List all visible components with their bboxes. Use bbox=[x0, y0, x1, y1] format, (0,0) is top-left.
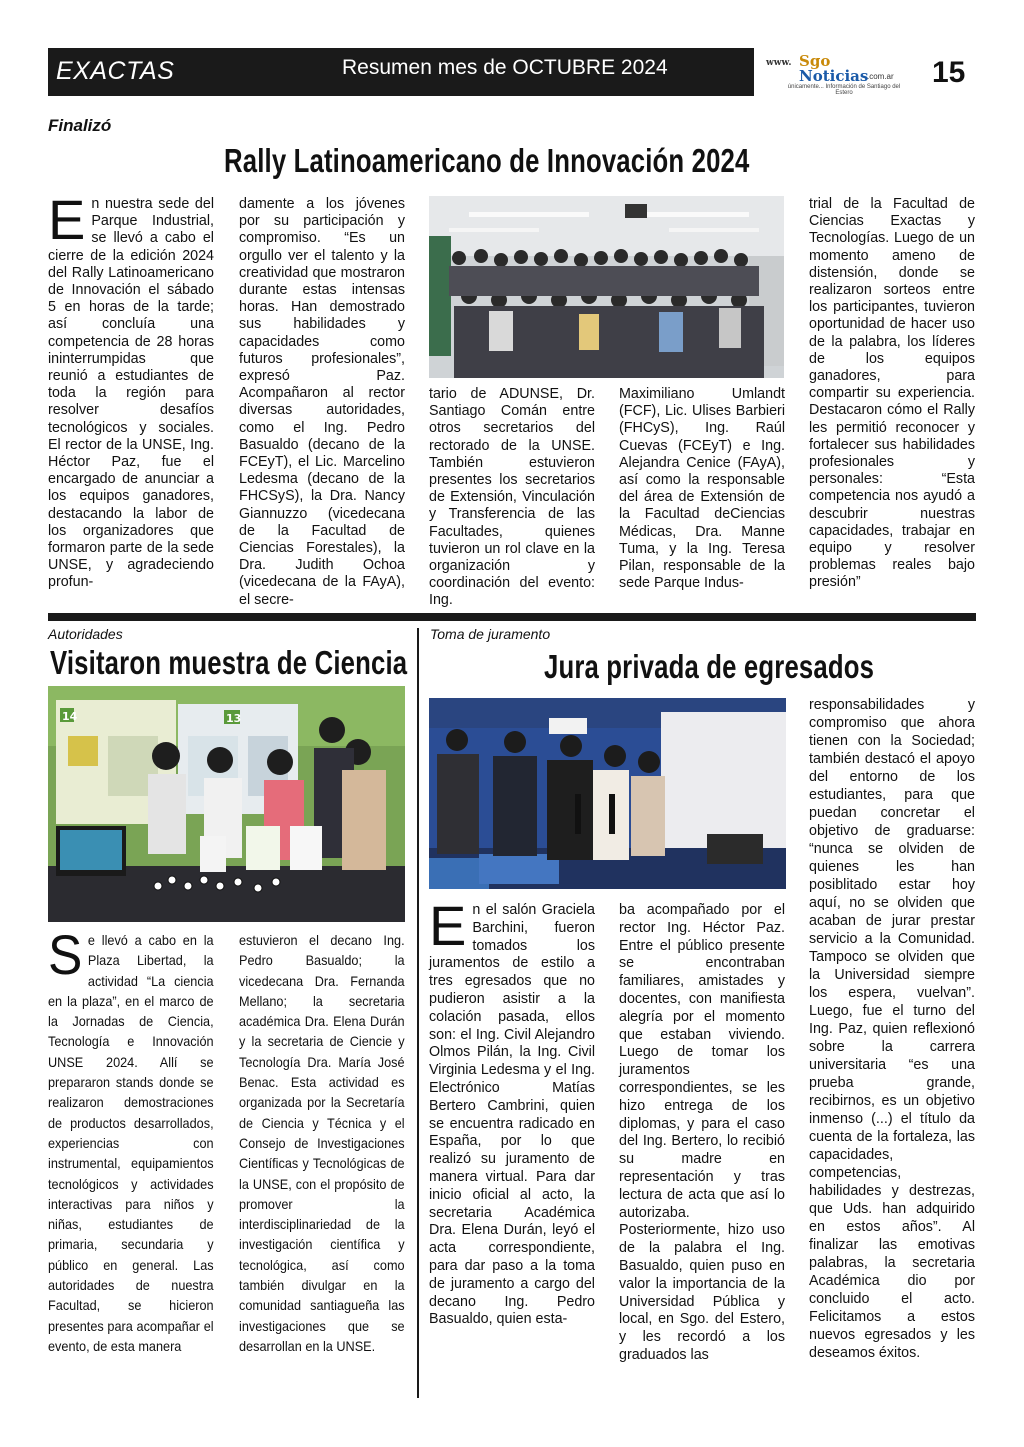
article3-headline: Jura privada de egresados bbox=[544, 648, 875, 685]
article2-kicker: Autoridades bbox=[48, 626, 123, 642]
logo-brand-top: Sgo bbox=[799, 52, 831, 70]
article1-headline: Rally Latinoamericano de Innovación 2024 bbox=[224, 142, 750, 179]
article1-column-1 bbox=[48, 188, 214, 592]
article3-dropcap: E bbox=[429, 894, 467, 957]
logo-tld: .com.ar bbox=[867, 72, 894, 81]
article1-dropcap: E bbox=[48, 188, 86, 251]
article3-col1-text: n el salón Graciela Barchini, fueron tomados los juramentos de estilo a tres egresados que no pudieron asistir a la colación pasada, ellos son: el Ing. Civil Alejandro Olmos Pilán, la Ing. Civil Virginia Ledesma y el Ing. Electrónico Matías Bertero Cambrini, quien se encuentra radicado en España, por lo que realizó su juramento de manera virtual. Para dar inicio oficial al acto, la secretaria Académica Dra. Elena Durán, leyó el acta correspondiente, para dar paso a la toma de juramento a cargo del decano Ing. Pedro Basualdo, quien esta- bbox=[429, 902, 595, 1328]
article3-column-2: ba acompañado por el rector Ing. Héctor Paz. Entre el público presente se encontraban familiares, amistades y docentes, con manifiesta alegría por el momento que estaban viviendo. Luego de tomar los juramentos correspondientes, se les hizo entrega de los diplomas, y para el caso del Ing. Bertero, lo recibió su madre en representación y tras lectura de acta que así lo autorizaba. Posteriormente, hizo uso de la palabra el Ing. Basualdo, quien puso en valor la importancia de la Universidad Pública y local, en Sgo. del Estero, y les recordó a los graduados las bbox=[619, 902, 785, 1363]
article2-dropcap: S bbox=[48, 923, 83, 986]
logo-tagline: únicamente... Información de Santiago del Estero bbox=[787, 84, 901, 96]
graduates-photo bbox=[429, 698, 786, 889]
rally-group-photo bbox=[429, 196, 784, 378]
logo-brand-bottom: Noticias bbox=[799, 67, 869, 85]
article2-col1-text: e llevó a cabo en la Plaza Libertad, la actividad “La ciencia en la plaza”, en el marco de la Jornadas de Ciencia, Tecnología e Innovación UNSE 2024. Allí se prepararon stands donde se realizaron demostraciones de productos desarrollados, experiencias con instrumental, equipamientos tecnológicos y actividades interactivas para niños y niñas, estudiantes de primaria, secundaria y público en general. Las autoridades de nuestra Facultad, se hicieron presentes para acompañar el evento, de esta manera bbox=[48, 933, 214, 1354]
article2-column-2: estuvieron el decano Ing. Pedro Basualdo; la vicedecana Dra. Fernanda Mellano; la secretaria académica Dra. Elena Durán y la secretaria de Ciencie y Tecnología Dra. María José Benac. Esta actividad es organizada por la Secretaría de Ciencia y Técnica y el Consejo de Investigaciones Científicas y Tecnológicas de la UNSE, con el propósito de promover la interdisciplinariedad de la investigación científica y tecnológica, así como también divulgar en la comunidad santiagueña las investigaciones que se desarrollan en la UNSE. bbox=[239, 933, 405, 1354]
article1-col1-text: n nuestra sede del Parque Industrial, se llevó a cabo el cierre de la edición 2024 del Rally Latinoamericano de Innovación el sábado 5 en horas de la tarde; así concluía una competencia de 28 horas ininterrumpidas que reunió a estudiantes de toda la región para resolver desafíos tecnológicos y sociales. El rector de la UNSE, Ing. Héctor Paz, fue el encargado de anunciar a los equipos ganadores, destacando la labor de los organizadores que formaron parte de la sede UNSE, y agradeciendo profun- bbox=[48, 196, 214, 591]
article2-column-1 bbox=[48, 923, 214, 1357]
article1-kicker: Finalizó bbox=[48, 116, 112, 135]
article1-column-5: trial de la Facultad de Ciencias Exactas y Tecnologías. Luego de un momento ameno de distensión, donde se realizaron sorteos entre los participantes, tuvieron oportunidad de hacer uso de la palabra, los líderes de los equipos ganadores, para compartir su experiencia. Destacaron cómo el Rally les permitió reconocer y fortalecer sus habilidades profesionales y personales: “Esta competencia nos ayudó a descubrir nuestras capacidades, trabajar en equipo y resolver problemas reales bajo presión” bbox=[809, 196, 975, 591]
header-bar bbox=[48, 48, 754, 96]
logo-www: www. bbox=[766, 58, 792, 68]
article3-column-3: responsabilidades y compromiso que ahora tienen con la Sociedad; también destacó el apoyo del entorno de los estudiantes, para que puedan concretar el objetivo de graduarse: “nunca se olviden de quienes les han posiblitado estar hoy aquí, no se olviden que acaban de jurar prestar servicio a la Comunidad. Tampoco se olviden que la Universidad siempre los espera, vuelvan”. Luego, fue el turno del Ing. Paz, quien reflexionó sobre la carrera universitaria “es una prueba grande, recibirnos, es un objetivo inmenso (...) el título da cuenta de la fortaleza, las capacidades, competencias, habilidades y destrezas, que Uds. han adquirido en estos años”. Al finalizar las emotivas palabras, la secretaria Académica dio por concluido el acto. Felicitamos a estos nuevos egresados y les deseamos éxitos. bbox=[809, 697, 975, 1361]
article1-column-3: tario de ADUNSE, Dr. Santiago Comán entre otros secretarios del rectorado de la UNSE. También estuvieron presentes los secretarios de Extensión, Vinculación y Transferencia de las Facultades, quienes tuvieron un rol clave en la organización y coordinación del evento: Ing. bbox=[429, 386, 595, 609]
article1-column-4: Maximiliano Umlandt (FCF), Lic. Ulises Barbieri (FHCyS), Ing. Raúl Cuevas (FCEyT) e Ing. Alejandra Cenice (FAyA), así como la responsable del área de Extensión de la Facultad deCiencias Médicas, Dra. Manne Tuma, y la Ing. Teresa Pilan, responsable de la sede Parque Indus- bbox=[619, 386, 785, 592]
section-divider bbox=[48, 613, 976, 621]
section-name: EXACTAS bbox=[56, 57, 175, 85]
science-fair-photo bbox=[48, 686, 405, 922]
poster-14-number: 14 bbox=[62, 710, 78, 723]
article3-column-1 bbox=[429, 894, 595, 1329]
poster-13-number: 13 bbox=[226, 712, 242, 725]
article2-headline: Visitaron muestra de Ciencia bbox=[50, 644, 408, 681]
article1-column-2: damente a los jóvenes por su participación y compromiso. “Es un orgullo ver el talento y la creatividad que mostraron durante estas intensas horas. Han demostrado sus habilidades y capacidades como futuros profesionales”, expresó Paz. Acompañaron al rector diversas autoridades, como el Ing. Pedro Basualdo (decano de la FCEyT), el Lic. Marcelino Ledesma (decano de la FHCSyS), la Dra. Nancy Giannuzzo (vicedecana de la Facultad de Ciencias Forestales), la Dra. Judith Ochoa (vicedecana de la FAyA), el secre- bbox=[239, 196, 405, 608]
sgo-noticias-logo[interactable] bbox=[766, 52, 916, 96]
article3-kicker: Toma de juramento bbox=[430, 626, 551, 642]
issue-title: Resumen mes de OCTUBRE 2024 bbox=[342, 56, 668, 79]
column-divider bbox=[417, 628, 419, 1398]
page-number: 15 bbox=[932, 56, 966, 89]
